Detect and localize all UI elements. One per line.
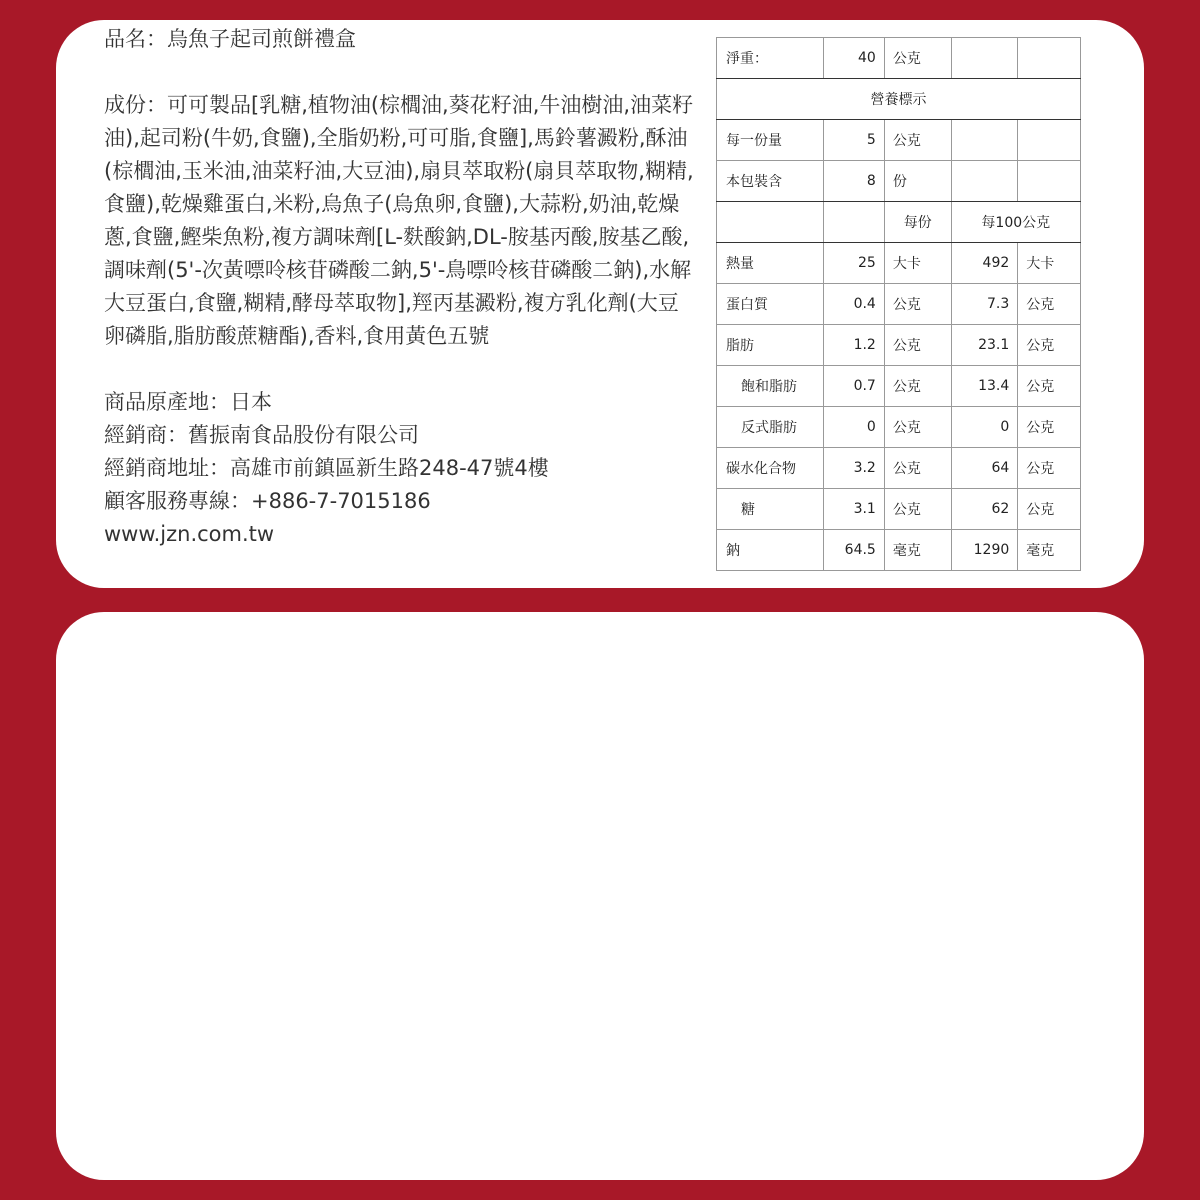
nutrient-unit-per-serving: 公克: [884, 284, 951, 325]
servings-value: 8: [824, 161, 885, 202]
nutrient-unit-per-100g: 公克: [1018, 325, 1081, 366]
nutrient-row: [717, 325, 1081, 366]
blank-card: [56, 612, 1144, 1180]
nutrient-value-per-serving: 0: [824, 407, 885, 448]
nutrient-value-per-100g: 62: [951, 489, 1018, 530]
nutrient-label: 糖: [717, 489, 824, 530]
nutrient-unit-per-serving: 公克: [884, 325, 951, 366]
col-per-serving: 每份: [884, 202, 951, 243]
nutrient-value-per-serving: 25: [824, 243, 885, 284]
nutrient-unit-per-serving: 公克: [884, 448, 951, 489]
nutrition-header: 營養標示: [717, 79, 1081, 120]
distributor-text: 經銷商：舊振南食品股份有限公司: [104, 423, 419, 447]
address-text: 經銷商地址：高雄市前鎮區新生路248-47號4樓: [104, 456, 549, 480]
nutrient-value-per-serving: 0.7: [824, 366, 885, 407]
nutrient-label: 鈉: [717, 530, 824, 571]
nutrient-unit-per-serving: 公克: [884, 489, 951, 530]
servings-row: [717, 161, 1081, 202]
nutrient-row: [717, 407, 1081, 448]
nutrient-value-per-100g: 13.4: [951, 366, 1018, 407]
hotline-text: 顧客服務專線：+886-7-7015186: [104, 489, 431, 513]
origin-text: 商品原產地：日本: [104, 390, 272, 414]
nutrient-value-per-serving: 1.2: [824, 325, 885, 366]
servings-label: 本包裝含: [717, 161, 824, 202]
nutrient-unit-per-100g: 公克: [1018, 407, 1081, 448]
nutrient-value-per-serving: 0.4: [824, 284, 885, 325]
nutrient-unit-per-serving: 大卡: [884, 243, 951, 284]
nutrient-label: 熱量: [717, 243, 824, 284]
label-card: [56, 20, 1144, 588]
nutrient-label: 碳水化合物: [717, 448, 824, 489]
nutrient-value-per-100g: 7.3: [951, 284, 1018, 325]
nutrition-table: [716, 37, 1081, 571]
nutrient-unit-per-100g: 公克: [1018, 489, 1081, 530]
nutrient-value-per-serving: 3.2: [824, 448, 885, 489]
nutrient-row: [717, 530, 1081, 571]
product-title: 品名：烏魚子起司煎餅禮盒: [104, 27, 356, 51]
nutrient-value-per-100g: 23.1: [951, 325, 1018, 366]
nutrition-header-row: [717, 79, 1081, 120]
serving-size-label: 每一份量: [717, 120, 824, 161]
nutrient-unit-per-serving: 公克: [884, 366, 951, 407]
nutrient-unit-per-100g: 大卡: [1018, 243, 1081, 284]
servings-unit: 份: [884, 161, 951, 202]
company-info: [104, 386, 694, 551]
ingredients-text: 成份：可可製品[乳糖,植物油(棕櫚油,葵花籽油,牛油樹油,油菜籽油),起司粉(牛奶,食鹽),全脂奶粉,可可脂,食鹽],馬鈴薯澱粉,酥油(棕櫚油,玉米油,油菜籽油,大豆油),扇貝萃取粉(扇貝萃取物,糊精,食鹽),乾燥雞蛋白,米粉,烏魚子(烏魚卵,食鹽),大蒜粉,奶油,乾燥蔥,食鹽,鰹柴魚粉,複方調味劑[L-麩酸鈉,DL-胺基丙酸,胺基乙酸,調味劑(5'-次黃嘌呤核苷磷酸二鈉,5'-鳥嘌呤核苷磷酸二鈉),水解大豆蛋白,食鹽,糊精,酵母萃取物],羥丙基澱粉,複方乳化劑(大豆卵磷脂,脂肪酸蔗糖酯),香料,食用黃色五號: [104, 93, 694, 348]
nutrient-value-per-100g: 64: [951, 448, 1018, 489]
nutrient-unit-per-100g: 公克: [1018, 366, 1081, 407]
serving-size-value: 5: [824, 120, 885, 161]
nutrient-label: 飽和脂肪: [717, 366, 824, 407]
col-per-100g: 每100公克: [951, 202, 1080, 243]
nutrient-value-per-100g: 492: [951, 243, 1018, 284]
nutrient-label: 反式脂肪: [717, 407, 824, 448]
nutrient-row: [717, 243, 1081, 284]
nutrient-unit-per-100g: 公克: [1018, 448, 1081, 489]
column-header-row: [717, 202, 1081, 243]
nutrient-unit-per-100g: 毫克: [1018, 530, 1081, 571]
serving-size-unit: 公克: [884, 120, 951, 161]
nutrient-row: [717, 489, 1081, 530]
nutrient-unit-per-100g: 公克: [1018, 284, 1081, 325]
nutrient-unit-per-serving: 公克: [884, 407, 951, 448]
nutrient-value-per-serving: 3.1: [824, 489, 885, 530]
nutrient-row: [717, 366, 1081, 407]
nutrient-value-per-100g: 1290: [951, 530, 1018, 571]
product-info: [104, 20, 694, 551]
net-weight-value: 40: [824, 38, 885, 79]
net-weight-row: [717, 38, 1081, 79]
website-text: www.jzn.com.tw: [104, 522, 275, 546]
nutrient-label: 脂肪: [717, 325, 824, 366]
nutrient-label: 蛋白質: [717, 284, 824, 325]
net-weight-label: 淨重：: [717, 38, 824, 79]
nutrient-row: [717, 284, 1081, 325]
nutrient-unit-per-serving: 毫克: [884, 530, 951, 571]
serving-size-row: [717, 120, 1081, 161]
net-weight-unit: 公克: [884, 38, 951, 79]
nutrient-row: [717, 448, 1081, 489]
nutrient-value-per-serving: 64.5: [824, 530, 885, 571]
nutrient-value-per-100g: 0: [951, 407, 1018, 448]
